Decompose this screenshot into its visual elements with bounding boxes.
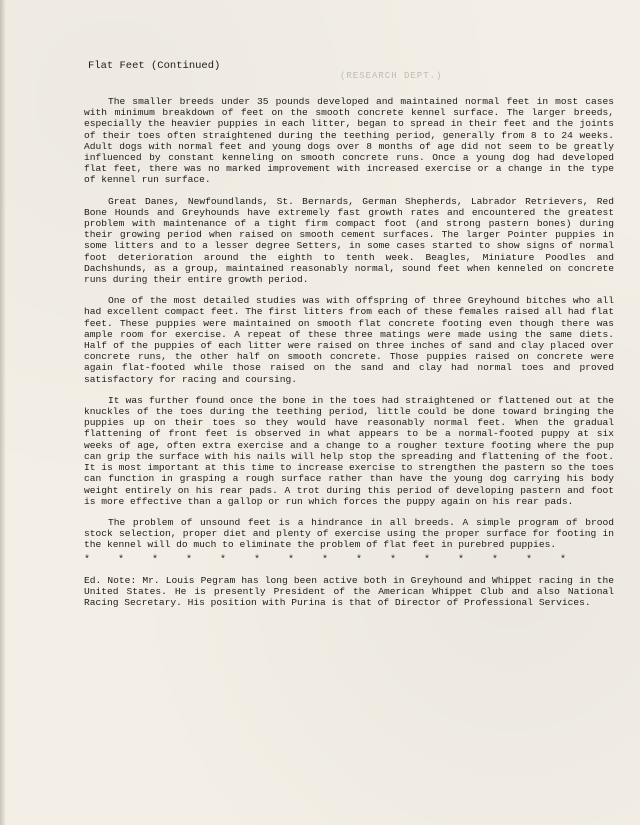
paragraph-5: The problem of unsound feet is a hindrance in all breeds. A simple program of brood stock selection, proper diet and plenty of exercise using the proper surface for footing in the kennel will do much to eliminate the problem of flat feet in purebred puppies. <box>84 516 614 551</box>
paragraph-1: The smaller breeds under 35 pounds developed and maintained normal feet in most cases with minimum breakdown of feet on the smooth concrete kennel surface. The larger breeds, especially the heavier puppies in each litter, began to spread in their feet and the joints of their toes often straightened during the teething period, generally from 8 to 24 weeks. Adult dogs with normal feet and young dogs over 8 months of age did not seem to be greatly influenced by constant kenneling on smooth concrete runs. Once a young dog had developed flat feet, there was no marked improvement with increased exercise or a change in the type of kennel run surface. <box>84 96 614 186</box>
faint-stamp: (RESEARCH DEPT.) <box>340 71 443 81</box>
document-header: Flat Feet (Continued) <box>88 60 221 72</box>
paragraph-4: It was further found once the bone in the toes had straightened or flattened out at the knuckles of the toes during the teething period, little could be done toward bringing the puppies up on their toes so they would have reasonably normal feet. When the gradual flattening of front feet is observed in what appears to be a normal-footed puppy at six weeks of age, often extra exercise and a change to a rougher texture footing where the pup can grip the surface with his nails will help stop the spreading and flattening of the foot. It is most important at this time to increase exercise to strengthen the pastern so the toes can function in grasping a rough surface rather than have the young dog carrying his body weight entirely on his rear pads. A trot during this period of developing pastern and foot is more effective than a gallop or run which forces the puppy again on his rear pads. <box>84 394 614 507</box>
editor-note: Ed. Note: Mr. Louis Pegram has long been active both in Greyhound and Whippet racing in the United States. He is presently President of the American Whippet Club and also National Racing Secretary. His position with Purina is that of Director of Professional Services. <box>84 574 614 608</box>
asterisk-separator: * * * * * * * * * * * * * * * <box>84 554 578 566</box>
paragraph-3: One of the most detailed studies was with offspring of three Greyhound bitches who all had excellent compact feet. The first litters from each of these females raised all had flat feet. These puppies were maintained on smooth flat concrete footing even though there was ample room for exercise. A repeat of these three matings were made using the same diets. Half of the puppies of each litter were raised on three inches of sand and clay placed over concrete runs, the other half on smooth concrete. Those puppies raised on concrete were again flat-footed while those raised on the sand and clay had normal toes and proved satisfactory for racing and coursing. <box>84 295 614 385</box>
paragraph-2: Great Danes, Newfoundlands, St. Bernards, German Shepherds, Labrador Retrievers, Red Bone Hounds and Greyhounds have extremely fast growth rates and encountered the greatest problem with maintenance of a tight firm compact foot (and strong pastern bones) during their growing period when raised on smooth cement surfaces. The larger Pointer puppies in some litters and to a lesser degree Setters, in some cases started to show signs of normal foot deterioration around the eighth to tenth week. Beagles, Miniature Poodles and Dachshunds, as a group, maintained reasonably normal, sound feet when kenneled on concrete runs during their entire growth period. <box>84 195 614 286</box>
page-edge-shadow <box>0 0 6 825</box>
